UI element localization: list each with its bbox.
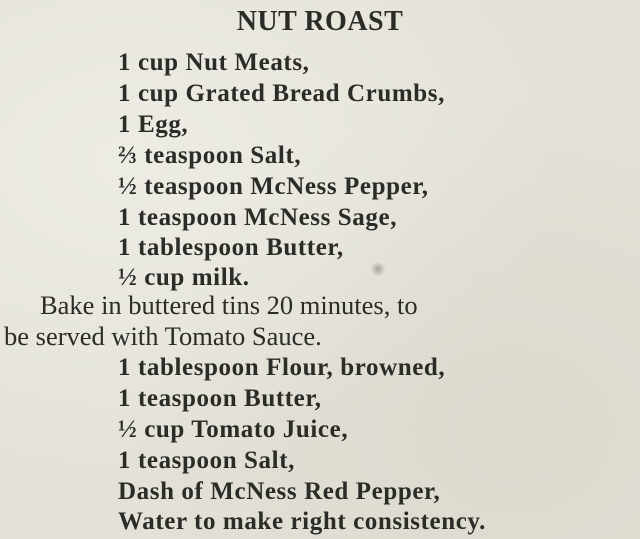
instruction-line: Bake in buttered tins 20 minutes, to bbox=[40, 290, 418, 320]
ingredient-line: 1 tablespoon Butter, bbox=[118, 234, 344, 261]
sauce-ingredient-line: ½ cup Tomato Juice, bbox=[118, 416, 349, 443]
ingredient-line: 1 Egg, bbox=[118, 111, 189, 138]
sauce-ingredient-line: 1 teaspoon Salt, bbox=[118, 447, 295, 474]
instruction-line: be served with Tomato Sauce. bbox=[4, 321, 322, 351]
sauce-ingredient-line: 1 tablespoon Flour, browned, bbox=[118, 354, 446, 381]
recipe-title: NUT ROAST bbox=[236, 6, 404, 37]
ingredient-line: ½ teaspoon McNess Pepper, bbox=[118, 173, 429, 200]
ingredient-line: 1 cup Nut Meats, bbox=[118, 49, 310, 76]
ingredient-line: ½ cup milk. bbox=[118, 264, 250, 291]
sauce-ingredient-line: 1 teaspoon Butter, bbox=[118, 385, 322, 412]
ingredient-line: ⅔ teaspoon Salt, bbox=[118, 142, 302, 169]
ingredient-line: 1 teaspoon McNess Sage, bbox=[118, 204, 398, 231]
paper-stain bbox=[370, 262, 386, 276]
ingredient-line: 1 cup Grated Bread Crumbs, bbox=[118, 80, 445, 107]
sauce-ingredient-line: Dash of McNess Red Pepper, bbox=[118, 478, 441, 505]
sauce-ingredient-line: Water to make right consistency. bbox=[118, 508, 487, 535]
